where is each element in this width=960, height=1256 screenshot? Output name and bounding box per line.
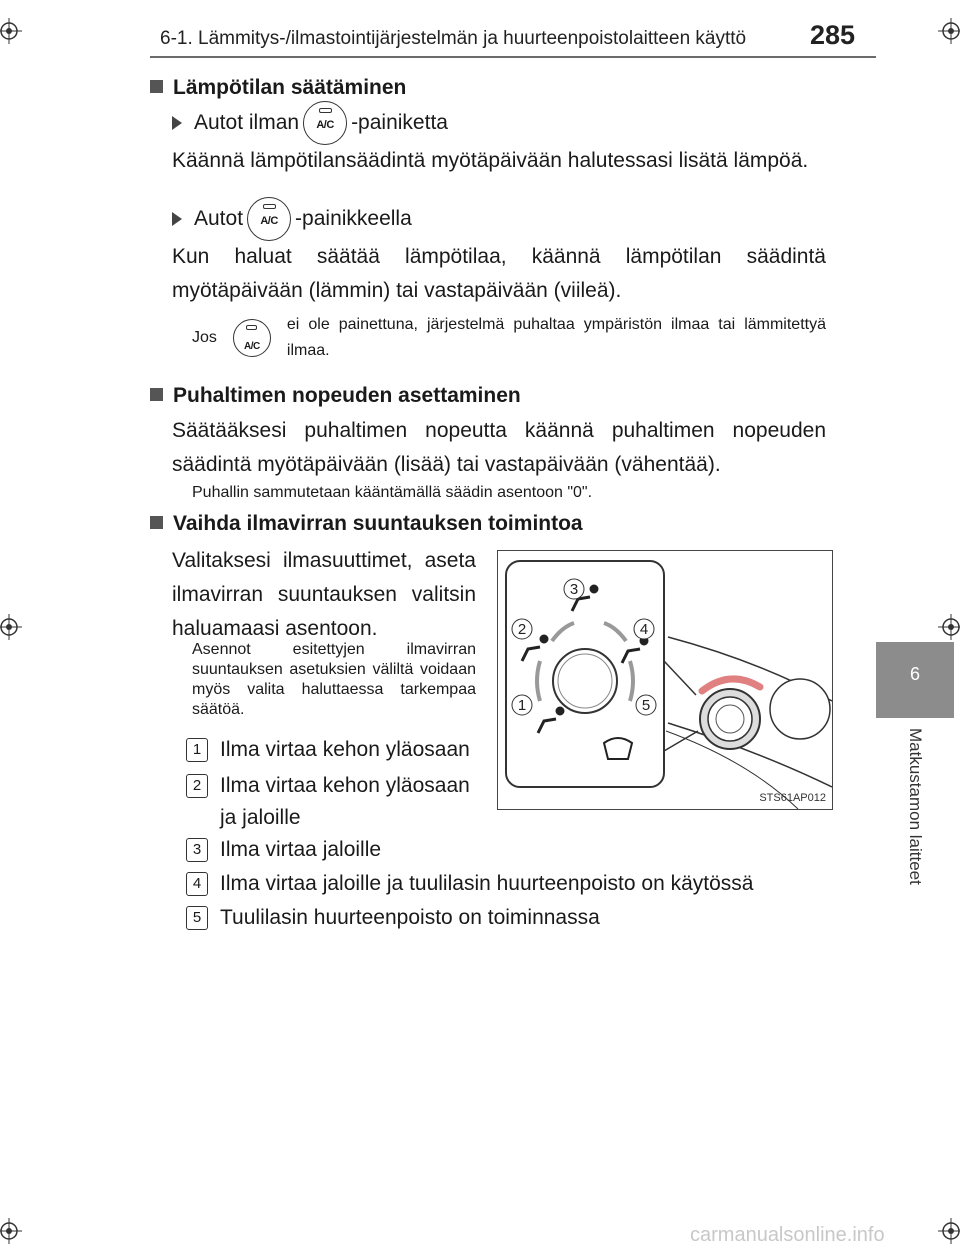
figure-code: STS61AP012 [759, 792, 826, 804]
triangle-bullet-icon [172, 116, 182, 130]
airflow-list-bottom [186, 834, 846, 934]
registration-mark-icon [0, 614, 22, 640]
without-ac-paragraph: Käännä lämpötilansäädintä myötäpäivään halutessasi lisätä lämpöä. [172, 149, 809, 172]
ac-note: Jos A/C ei ole painettuna, järjestelmä puhaltaa ympäristön ilmaa tai lämmitettyä ilmaa. [192, 316, 826, 359]
registration-mark-icon [938, 1218, 960, 1244]
temperature-heading: Lämpötilan säätäminen [150, 76, 406, 100]
figure-label-2: 2 [517, 621, 527, 638]
registration-mark-icon [0, 1218, 22, 1244]
ac-button-icon: A/C [233, 319, 271, 357]
without-ac-subheading: Autot ilman A/C -painiketta [172, 100, 448, 146]
square-bullet-icon [150, 388, 163, 401]
square-bullet-icon [150, 516, 163, 529]
section-title: 6-1. Lämmitys-/ilmastointijärjestelmän ja huurteenpoistolaitteen käyttö [160, 28, 747, 49]
fan-paragraph: Säätääksesi puhaltimen nopeutta käännä puhaltimen nopeuden säädintä myötäpäivään (lisää) tai vastapäivään (vähentää). [172, 419, 826, 476]
header-rule [150, 56, 876, 58]
fan-heading: Puhaltimen nopeuden asettaminen [150, 384, 521, 408]
figure-label-1: 1 [517, 697, 527, 714]
number-box: 3 [186, 838, 208, 862]
airflow-list-top [186, 734, 486, 834]
airflow-paragraph: Valitaksesi ilmasuuttimet, aseta ilmavirran suuntauksen valitsin haluamaasi asentoon. [172, 549, 476, 640]
list-item: 2 Ilma virtaa kehon yläosaan ja jaloille [186, 770, 486, 834]
airflow-note: Asennot esitettyjen ilmavirran suuntauksen asetuksien väliltä voidaan myös valita haluttaessa tarkempaa säätöä. [192, 641, 476, 718]
airflow-heading: Vaihda ilmavirran suuntauksen toimintoa [150, 512, 583, 536]
chapter-number: 6 [909, 664, 920, 684]
number-box: 1 [186, 738, 208, 762]
page-number: 285 [810, 20, 856, 50]
watermark: carmanualsonline.info [690, 1224, 885, 1246]
registration-mark-icon [0, 18, 22, 44]
triangle-bullet-icon [172, 212, 182, 226]
airflow-selector-figure [497, 550, 833, 810]
list-item: 3 Ilma virtaa jaloille [186, 834, 846, 866]
list-item: 4 Ilma virtaa jaloille ja tuulilasin huurteenpoisto on käytössä [186, 868, 846, 900]
registration-mark-icon [938, 18, 960, 44]
chapter-label-container [874, 728, 956, 918]
number-box: 2 [186, 774, 208, 798]
square-bullet-icon [150, 80, 163, 93]
number-box: 4 [186, 872, 208, 896]
figure-label-5: 5 [641, 697, 651, 714]
airflow-dial-illustration [498, 551, 832, 809]
list-item: 1 Ilma virtaa kehon yläosaan [186, 734, 486, 766]
chapter-label: Matkustamon laitteet [906, 728, 925, 885]
fan-note: Puhallin sammutetaan kääntämällä säädin asentoon "0". [192, 484, 593, 501]
figure-label-3: 3 [569, 581, 579, 598]
ac-button-icon: A/C [247, 197, 291, 241]
number-box: 5 [186, 906, 208, 930]
with-ac-subheading: Autot A/C -painikkeella [172, 196, 412, 242]
ac-button-icon: A/C [303, 101, 347, 145]
list-item: 5 Tuulilasin huurteenpoisto on toiminnassa [186, 902, 846, 934]
with-ac-paragraph: Kun haluat säätää lämpötilaa, käännä lämpötilan säädintä myötäpäivään (lämmin) tai vastapäivään (viileä). [172, 245, 826, 302]
figure-label-4: 4 [639, 621, 649, 638]
registration-mark-icon [938, 614, 960, 640]
